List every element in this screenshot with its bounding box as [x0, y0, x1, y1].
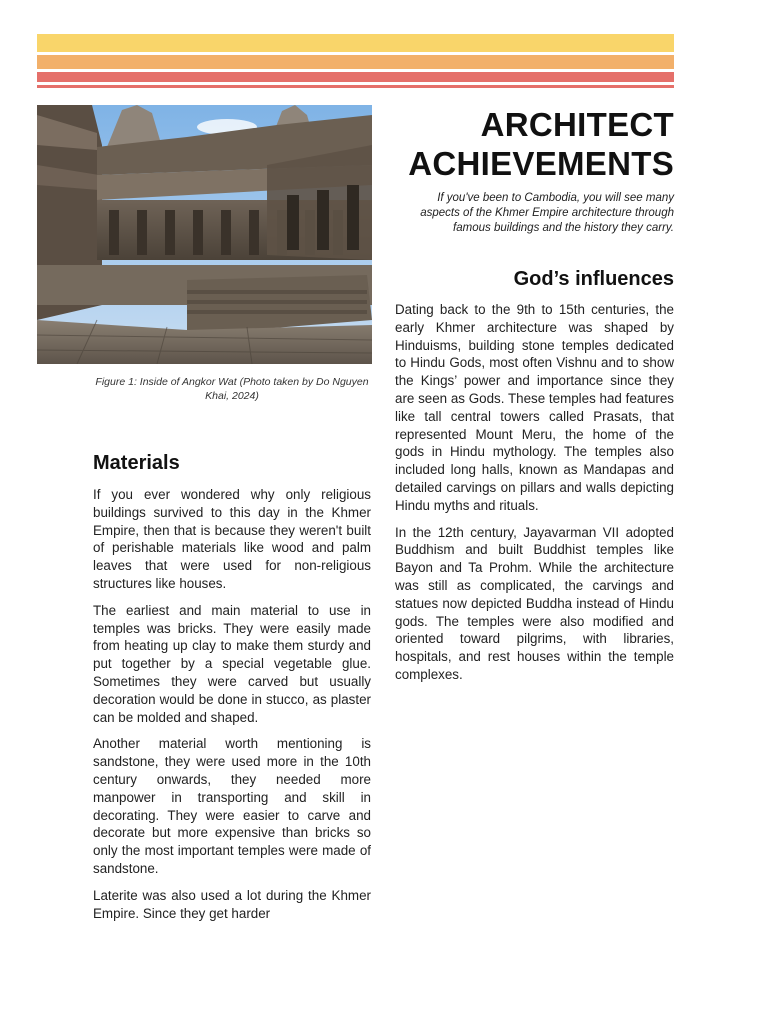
stripe-orange: [37, 55, 674, 69]
materials-heading: Materials: [93, 452, 180, 474]
materials-paragraph: Another material worth mentioning is sandstone, they were used more in the 10th century onwards, they needed more manpower in transporting and skill in decorating. They were easier to carve and decorate but more expensive than bricks so only the most important temples were made of sandstone.: [93, 736, 371, 876]
gods-paragraph: Dating back to the 9th to 15th centuries, the early Khmer architecture was shaped by Hinduisms, building stone temples dedicated to Hindu Gods, most often Vishnu and to show the Kings’ power and importance since they are seen as Gods. These temples had features like tall central towers called Prasats, that represented Mount Meru, the home of the gods in Hindu mythology. The temples also included long halls, known as Mandapas and detailed carvings on pillars and walls depicting Hindu myths and rituals.: [395, 302, 674, 513]
stripe-red-thin: [37, 85, 674, 88]
stripe-red: [37, 72, 674, 82]
stripe-yellow: [37, 34, 674, 52]
materials-paragraph: If you ever wondered why only religious buildings survived to this day in the Khmer Empire, then that is because they weren't built of perishable materials like wood and palm leaves that were used for non-religious structures like houses.: [93, 487, 371, 591]
page-subtitle: If you've been to Cambodia, you will see many aspects of the Khmer Empire architecture through famous buildings and the history they carry.: [420, 192, 674, 234]
gods-paragraph: In the 12th century, Jayavarman VII adopted Buddhism and built Buddhist temples like Bayon and Ta Prohm. While the architecture was still as complicated, the carvings and statues now depicted Buddha instead of Hindu gods. The temples were also modified and oriented toward pilgrims, with libraries, hospitals, and rest houses within the temple complexes.: [395, 524, 674, 682]
figure-caption: Figure 1: Inside of Angkor Wat (Photo taken by Do Nguyen Khai, 2024): [95, 376, 369, 402]
page-title: ARCHITECT ACHIEVEMENTS: [408, 106, 674, 182]
header-and-gods-section: [395, 105, 674, 693]
materials-paragraph: Laterite was also used a lot during the Khmer Empire. Since they get harder: [93, 887, 371, 921]
angkor-wat-photo: [37, 105, 372, 364]
decorative-stripes: [37, 34, 674, 88]
materials-section: [93, 450, 371, 931]
materials-paragraph: The earliest and main material to use in temples was bricks. They were easily made from heating up clay to make them sturdy and put together by a special vegetable glue. Sometimes they were carved but usually decoration would be done in stucco, as plaster can be molded and shaped.: [93, 602, 371, 725]
gods-heading: God’s influences: [513, 268, 674, 290]
